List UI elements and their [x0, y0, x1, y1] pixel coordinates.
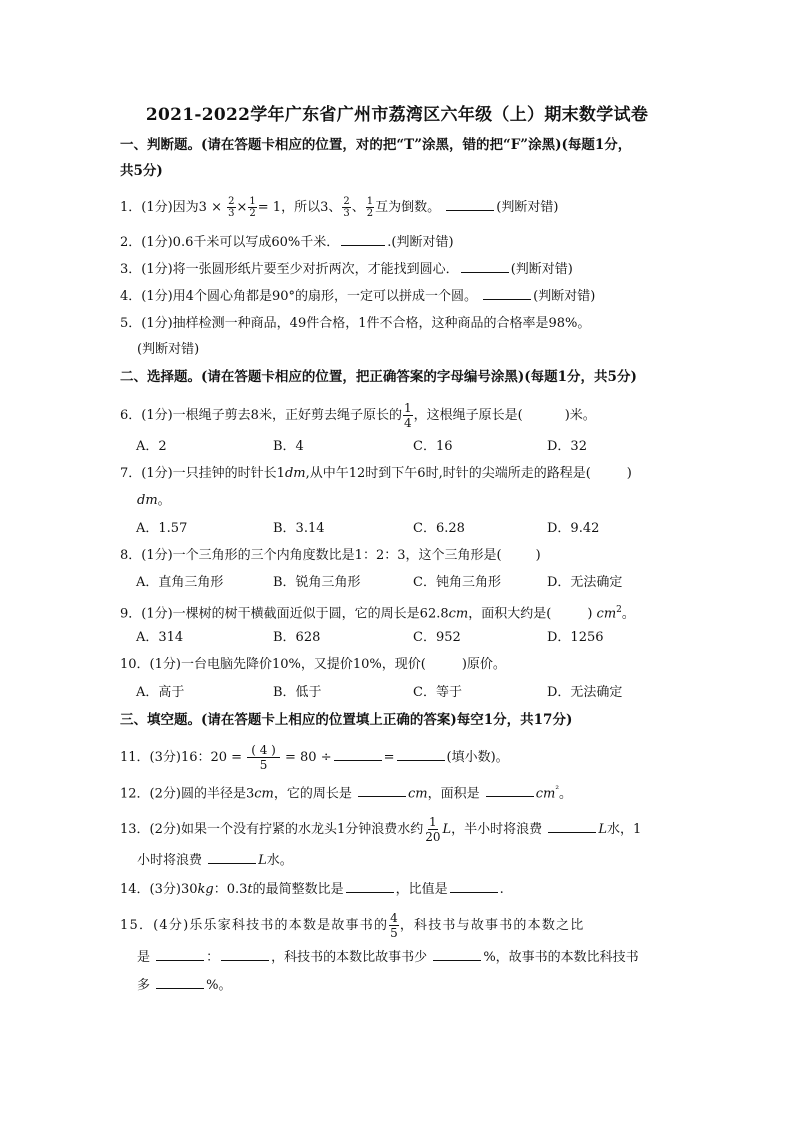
section-1-heading: 一、判断题。(请在答题卡相应的位置，对的把“T”涂黑，错的把“F”涂黑)(每题1分，: [120, 137, 632, 153]
question-4: 4．(1分)用4个圆心角都是90°的扇形，一定可以拼成一个圆。 (判断对错): [120, 286, 595, 306]
question-2: 2．(1分)0.6千米可以写成60%千米． .(判断对错): [120, 232, 454, 252]
question-5: 5．(1分)抽样检测一种商品，49件合格，1件不合格，这种商品的合格率是98%。: [120, 316, 591, 331]
q6-option-d[interactable]: D．32: [547, 439, 587, 454]
question-10: 10．(1分)一台电脑先降价10%，又提价10%，现价( )原价。: [120, 657, 506, 672]
question-3: 3．(1分)将一张圆形纸片要至少对折两次，才能找到圆心． (判断对错): [120, 259, 573, 279]
question-15-cont: 是 ： ，科技书的本数比故事书少 %，故事书的本数比科技书: [137, 947, 639, 967]
q9-option-a[interactable]: A．314: [136, 630, 184, 645]
answer-blank[interactable]: [450, 879, 498, 893]
q1-text-b: = 1，所以3、: [257, 200, 342, 215]
q9-option-b[interactable]: B．628: [273, 630, 321, 645]
q1-fraction-3: $\frac{2}{3}$: [343, 196, 350, 219]
page-title: 2021-2022学年广东省广州市荔湾区六年级（上）期末数学试卷: [145, 105, 649, 125]
answer-blank[interactable]: [156, 975, 204, 989]
q7-option-d[interactable]: D．9.42: [547, 521, 600, 536]
answer-blank[interactable]: [548, 819, 596, 833]
question-15: 15．(4分)乐乐家科技书的本数是故事书的 $\frac{4}{5}$ ，科技书与故事书的本数之比: [120, 911, 585, 940]
q1-fraction-1: $\frac{2}{3}$: [228, 196, 235, 219]
q6-option-a[interactable]: A．2: [136, 439, 167, 454]
answer-blank[interactable]: [358, 783, 406, 797]
q6-option-b[interactable]: B．4: [273, 439, 304, 454]
question-1: 1．(1分)因为3 × $\frac{2}{3}$ × $\frac{1}{2}$ = 1，所以3、 $\frac{2}{3}$ 、 $\frac{1}{2}$ 互为倒数。 (判断对错): [120, 196, 559, 219]
q9-option-c[interactable]: C．952: [413, 630, 461, 645]
q10-option-d[interactable]: D．无法确定: [547, 685, 623, 700]
answer-blank[interactable]: [156, 947, 204, 961]
question-6: 6．(1分)一根绳子剪去8米，正好剪去绳子原长的 $\frac{1}{4}$ ，这根绳子原长是( )米。: [120, 401, 596, 430]
q7-option-a[interactable]: A．1.57: [136, 521, 188, 536]
answer-blank[interactable]: [346, 879, 394, 893]
q6-option-c[interactable]: C．16: [413, 439, 453, 454]
q10-option-a[interactable]: A．高于: [136, 685, 185, 700]
q15-fraction: $\frac{4}{5}$: [390, 911, 398, 940]
q1-text-d: 互为倒数。: [375, 200, 441, 215]
question-15-cont2: 多 %。: [137, 975, 232, 995]
question-14: 14．(3分)30kg：0.3t的最简整数比是 ，比值是 .: [120, 879, 504, 899]
q1-fraction-2: $\frac{1}{2}$: [249, 196, 256, 219]
question-12: 12．(2分)圆的半径是3cm，它的周长是 cm，面积是 $cm^{^2}$。: [120, 785, 572, 802]
q8-option-b[interactable]: B．锐角三角形: [273, 575, 361, 590]
q6-fraction: $\frac{1}{4}$: [403, 401, 412, 430]
q7-option-b[interactable]: B．3.14: [273, 521, 325, 536]
q1-text-a: 1．(1分)因为3 ×: [120, 200, 222, 215]
section-1-heading-cont: 共5分): [120, 163, 163, 179]
question-7-cont: dm。: [137, 493, 171, 508]
q10-option-c[interactable]: C．等于: [413, 685, 462, 700]
question-13: 13．(2分)如果一个没有拧紧的水龙头1分钟浪费水约 $\frac{1}{20}$ L，半小时将浪费 L水，1: [120, 815, 642, 844]
answer-blank[interactable]: [221, 947, 269, 961]
q8-option-d[interactable]: D．无法确定: [547, 575, 623, 590]
q7-option-c[interactable]: C．6.28: [413, 521, 465, 536]
q10-option-b[interactable]: B．低于: [273, 685, 322, 700]
answer-blank[interactable]: [446, 197, 494, 211]
q1-fraction-4: $\frac{1}{2}$: [366, 196, 374, 219]
section-3-heading: 三、填空题。(请在答题卡上相应的位置填上正确的答案)每空1分，共17分): [120, 712, 573, 728]
answer-blank[interactable]: [334, 747, 382, 761]
answer-blank[interactable]: [208, 850, 256, 864]
section-2-heading: 二、选择题。(请在答题卡相应的位置，把正确答案的字母编号涂黑)(每题1分，共5分): [120, 369, 637, 385]
q9-option-d[interactable]: D．1256: [547, 630, 604, 645]
q11-fraction: $\frac{( 4 )}{5}$: [247, 743, 280, 772]
question-5-cont: (判断对错): [137, 342, 200, 357]
q8-option-c[interactable]: C．钝角三角形: [413, 575, 501, 590]
question-7: 7．(1分)一只挂钟的时针长1dm,从中午12时到下午6时,时针的尖端所走的路程是( ): [120, 466, 632, 481]
answer-blank[interactable]: [397, 747, 445, 761]
answer-blank[interactable]: [486, 783, 534, 797]
question-8: 8．(1分)一个三角形的三个内角度数比是1：2：3，这个三角形是( ): [120, 548, 541, 563]
answer-blank[interactable]: [433, 947, 481, 961]
answer-blank[interactable]: [461, 259, 509, 273]
q8-option-a[interactable]: A．直角三角形: [136, 575, 224, 590]
question-9: 9．(1分)一棵树的树干横截面近似于圆，它的周长是62.8cm，面积大约是( ) $cm^2$。: [120, 605, 635, 622]
answer-blank[interactable]: [483, 286, 531, 300]
question-11: 11．(3分)16：20 = $\frac{( 4 )}{5}$ = 80 ÷ = (填小数)。: [120, 743, 509, 772]
question-13-cont: 小时将浪费 L水。: [137, 850, 293, 870]
answer-blank[interactable]: [341, 232, 385, 246]
q13-fraction: $\frac{1}{20}$: [425, 815, 441, 844]
